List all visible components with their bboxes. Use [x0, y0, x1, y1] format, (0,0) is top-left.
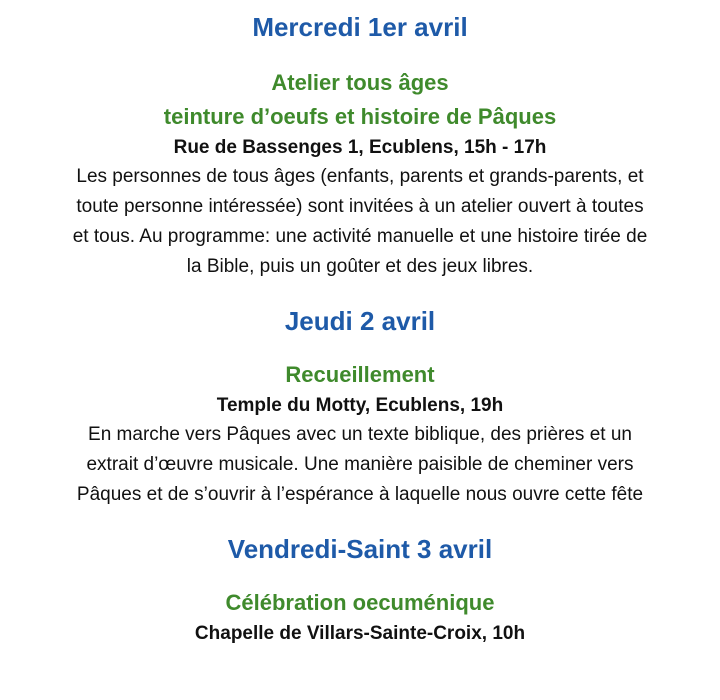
event-vendredi	[0, 532, 720, 648]
event-title: Recueillement	[285, 362, 435, 387]
description-line: et tous. Au programme: une activité manuelle et une histoire tirée de	[72, 226, 648, 247]
event-subtitle: teinture d’oeufs et histoire de Pâques	[163, 104, 557, 129]
event-place: Chapelle de Villars-Sainte-Croix, 10h	[194, 623, 526, 644]
event-title: Atelier tous âges	[271, 70, 449, 95]
event-place: Temple du Motty, Ecublens, 19h	[216, 395, 504, 416]
event-description	[15, 420, 705, 510]
event-description	[15, 162, 705, 282]
event-day-heading: Vendredi-Saint 3 avril	[227, 534, 493, 564]
description-line: toute personne intéressée) sont invitées à un atelier ouvert à toutes	[76, 196, 644, 217]
event-jeudi	[0, 304, 720, 510]
description-line: la Bible, puis un goûter et des jeux libres.	[186, 256, 534, 277]
description-line: Les personnes de tous âges (enfants, parents et grands-parents, et	[76, 166, 644, 187]
description-line: Pâques et de s’ouvrir à l’espérance à laquelle nous ouvre cette fête	[76, 484, 644, 505]
event-place: Rue de Bassenges 1, Ecublens, 15h - 17h	[173, 137, 547, 158]
event-mercredi	[0, 10, 720, 282]
event-title: Célébration oecuménique	[225, 590, 495, 615]
description-line: En marche vers Pâques avec un texte biblique, des prières et un	[88, 424, 632, 445]
description-line: extrait d’œuvre musicale. Une manière paisible de cheminer vers	[86, 454, 634, 475]
event-day-heading: Jeudi 2 avril	[284, 306, 436, 336]
event-day-heading: Mercredi 1er avril	[252, 12, 468, 42]
